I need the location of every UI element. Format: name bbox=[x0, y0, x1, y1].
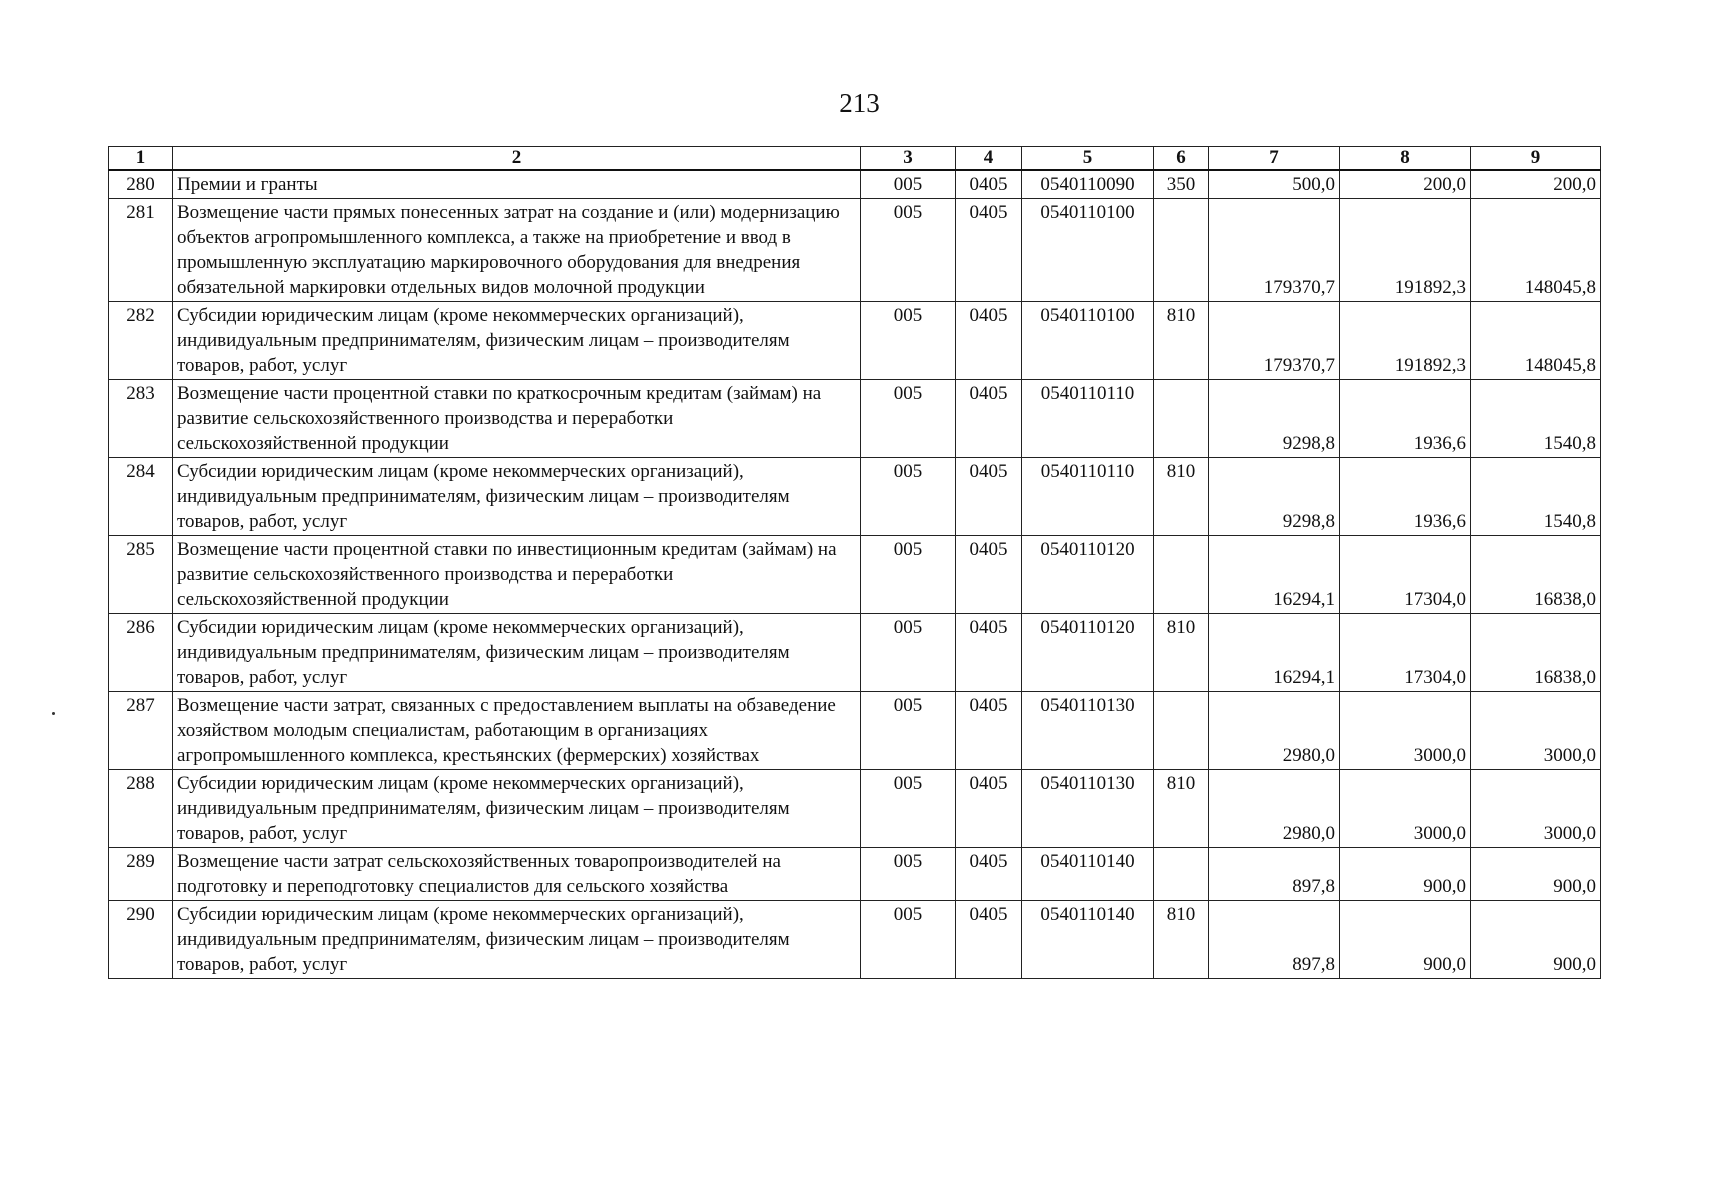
row-col-8: 17304,0 bbox=[1340, 614, 1471, 692]
row-col-9: 900,0 bbox=[1471, 901, 1601, 979]
row-number: 283 bbox=[109, 380, 173, 458]
row-col-5: 0540110090 bbox=[1022, 170, 1154, 199]
header-col-5: 5 bbox=[1022, 147, 1154, 171]
header-col-8: 8 bbox=[1340, 147, 1471, 171]
row-col-5: 0540110120 bbox=[1022, 536, 1154, 614]
row-col-3: 005 bbox=[861, 901, 956, 979]
table-row bbox=[109, 614, 1601, 692]
row-col-3: 005 bbox=[861, 536, 956, 614]
table-row bbox=[109, 199, 1601, 302]
row-number: 282 bbox=[109, 302, 173, 380]
row-col-7: 16294,1 bbox=[1209, 536, 1340, 614]
table-header-row bbox=[109, 147, 1601, 171]
table-row bbox=[109, 692, 1601, 770]
row-col-8: 200,0 bbox=[1340, 170, 1471, 199]
row-col-5: 0540110130 bbox=[1022, 692, 1154, 770]
row-col-6: 350 bbox=[1154, 170, 1209, 199]
row-col-6 bbox=[1154, 199, 1209, 302]
row-col-4: 0405 bbox=[956, 170, 1022, 199]
row-col-6: 810 bbox=[1154, 770, 1209, 848]
row-col-8: 1936,6 bbox=[1340, 380, 1471, 458]
row-col-3: 005 bbox=[861, 170, 956, 199]
row-col-7: 897,8 bbox=[1209, 848, 1340, 901]
table-row bbox=[109, 848, 1601, 901]
row-col-9: 3000,0 bbox=[1471, 692, 1601, 770]
table-row bbox=[109, 770, 1601, 848]
row-name: Возмещение части затрат сельскохозяйственных товаропроизводителей на подготовку и переподготовку специалистов для сельского хозяйства bbox=[173, 848, 861, 901]
row-number: 285 bbox=[109, 536, 173, 614]
header-col-2: 2 bbox=[173, 147, 861, 171]
row-col-4: 0405 bbox=[956, 536, 1022, 614]
row-col-6: 810 bbox=[1154, 901, 1209, 979]
row-col-9: 200,0 bbox=[1471, 170, 1601, 199]
row-col-8: 3000,0 bbox=[1340, 770, 1471, 848]
row-col-7: 500,0 bbox=[1209, 170, 1340, 199]
row-col-3: 005 bbox=[861, 692, 956, 770]
row-col-5: 0540110100 bbox=[1022, 302, 1154, 380]
row-name: Возмещение части процентной ставки по инвестиционным кредитам (займам) на развитие сельскохозяйственного производства и переработки сельскохозяйственной продукции bbox=[173, 536, 861, 614]
header-col-7: 7 bbox=[1209, 147, 1340, 171]
row-col-4: 0405 bbox=[956, 692, 1022, 770]
row-col-6 bbox=[1154, 692, 1209, 770]
header-col-9: 9 bbox=[1471, 147, 1601, 171]
row-col-9: 16838,0 bbox=[1471, 614, 1601, 692]
row-name: Премии и гранты bbox=[173, 170, 861, 199]
table-row bbox=[109, 458, 1601, 536]
row-col-7: 179370,7 bbox=[1209, 302, 1340, 380]
header-col-3: 3 bbox=[861, 147, 956, 171]
row-col-3: 005 bbox=[861, 380, 956, 458]
row-col-9: 900,0 bbox=[1471, 848, 1601, 901]
row-col-5: 0540110100 bbox=[1022, 199, 1154, 302]
row-col-9: 16838,0 bbox=[1471, 536, 1601, 614]
row-col-5: 0540110140 bbox=[1022, 901, 1154, 979]
row-col-3: 005 bbox=[861, 302, 956, 380]
row-col-7: 16294,1 bbox=[1209, 614, 1340, 692]
row-name: Субсидии юридическим лицам (кроме некоммерческих организаций), индивидуальным предпринимателям, физическим лицам – производителям товаров, работ, услуг bbox=[173, 302, 861, 380]
row-col-4: 0405 bbox=[956, 458, 1022, 536]
row-number: 288 bbox=[109, 770, 173, 848]
row-col-7: 179370,7 bbox=[1209, 199, 1340, 302]
row-col-9: 148045,8 bbox=[1471, 302, 1601, 380]
row-col-5: 0540110120 bbox=[1022, 614, 1154, 692]
row-col-4: 0405 bbox=[956, 901, 1022, 979]
row-name: Субсидии юридическим лицам (кроме некоммерческих организаций), индивидуальным предпринимателям, физическим лицам – производителям товаров, работ, услуг bbox=[173, 770, 861, 848]
row-col-5: 0540110130 bbox=[1022, 770, 1154, 848]
row-col-3: 005 bbox=[861, 614, 956, 692]
row-col-8: 3000,0 bbox=[1340, 692, 1471, 770]
row-col-3: 005 bbox=[861, 199, 956, 302]
row-col-4: 0405 bbox=[956, 380, 1022, 458]
row-col-8: 191892,3 bbox=[1340, 302, 1471, 380]
row-col-6 bbox=[1154, 380, 1209, 458]
row-col-6: 810 bbox=[1154, 458, 1209, 536]
row-col-3: 005 bbox=[861, 458, 956, 536]
row-name: Субсидии юридическим лицам (кроме некоммерческих организаций), индивидуальным предпринимателям, физическим лицам – производителям товаров, работ, услуг bbox=[173, 614, 861, 692]
row-col-4: 0405 bbox=[956, 770, 1022, 848]
row-number: 280 bbox=[109, 170, 173, 199]
row-col-5: 0540110140 bbox=[1022, 848, 1154, 901]
table-body bbox=[109, 170, 1601, 979]
table-row bbox=[109, 302, 1601, 380]
row-col-7: 2980,0 bbox=[1209, 770, 1340, 848]
row-col-9: 148045,8 bbox=[1471, 199, 1601, 302]
row-name: Субсидии юридическим лицам (кроме некоммерческих организаций), индивидуальным предпринимателям, физическим лицам – производителям товаров, работ, услуг bbox=[173, 901, 861, 979]
row-col-9: 1540,8 bbox=[1471, 458, 1601, 536]
row-col-6: 810 bbox=[1154, 614, 1209, 692]
row-number: 287 bbox=[109, 692, 173, 770]
row-col-4: 0405 bbox=[956, 302, 1022, 380]
header-col-6: 6 bbox=[1154, 147, 1209, 171]
header-col-4: 4 bbox=[956, 147, 1022, 171]
row-col-7: 9298,8 bbox=[1209, 380, 1340, 458]
page-number: 213 bbox=[839, 88, 880, 118]
row-name: Субсидии юридическим лицам (кроме некоммерческих организаций), индивидуальным предпринимателям, физическим лицам – производителям товаров, работ, услуг bbox=[173, 458, 861, 536]
row-col-3: 005 bbox=[861, 848, 956, 901]
row-col-8: 900,0 bbox=[1340, 848, 1471, 901]
row-number: 290 bbox=[109, 901, 173, 979]
table-row bbox=[109, 170, 1601, 199]
row-number: 289 bbox=[109, 848, 173, 901]
row-col-7: 897,8 bbox=[1209, 901, 1340, 979]
budget-table bbox=[108, 146, 1601, 979]
header-col-1: 1 bbox=[109, 147, 173, 171]
row-col-9: 3000,0 bbox=[1471, 770, 1601, 848]
row-col-8: 900,0 bbox=[1340, 901, 1471, 979]
row-name: Возмещение части процентной ставки по краткосрочным кредитам (займам) на развитие сельскохозяйственного производства и переработки сельскохозяйственной продукции bbox=[173, 380, 861, 458]
row-col-5: 0540110110 bbox=[1022, 380, 1154, 458]
row-name: Возмещение части прямых понесенных затрат на создание и (или) модернизацию объектов агропромышленного комплекса, а также на приобретение и ввод в промышленную эксплуатацию маркировочного оборудования для внедрения обязательной маркировки отдельных видов молочной продукции bbox=[173, 199, 861, 302]
row-col-3: 005 bbox=[861, 770, 956, 848]
row-col-5: 0540110110 bbox=[1022, 458, 1154, 536]
row-col-6 bbox=[1154, 848, 1209, 901]
scan-speck bbox=[52, 712, 55, 715]
row-number: 284 bbox=[109, 458, 173, 536]
row-col-6: 810 bbox=[1154, 302, 1209, 380]
row-col-8: 17304,0 bbox=[1340, 536, 1471, 614]
row-col-8: 191892,3 bbox=[1340, 199, 1471, 302]
table-row bbox=[109, 380, 1601, 458]
row-col-7: 9298,8 bbox=[1209, 458, 1340, 536]
row-col-6 bbox=[1154, 536, 1209, 614]
row-col-4: 0405 bbox=[956, 614, 1022, 692]
row-col-7: 2980,0 bbox=[1209, 692, 1340, 770]
row-col-9: 1540,8 bbox=[1471, 380, 1601, 458]
row-number: 286 bbox=[109, 614, 173, 692]
table-row bbox=[109, 536, 1601, 614]
table-row bbox=[109, 901, 1601, 979]
row-col-4: 0405 bbox=[956, 199, 1022, 302]
row-col-4: 0405 bbox=[956, 848, 1022, 901]
row-number: 281 bbox=[109, 199, 173, 302]
row-col-8: 1936,6 bbox=[1340, 458, 1471, 536]
row-name: Возмещение части затрат, связанных с предоставлением выплаты на обзаведение хозяйством молодым специалистам, работающим в организациях агропромышленного комплекса, крестьянских (фермерских) хозяйствах bbox=[173, 692, 861, 770]
